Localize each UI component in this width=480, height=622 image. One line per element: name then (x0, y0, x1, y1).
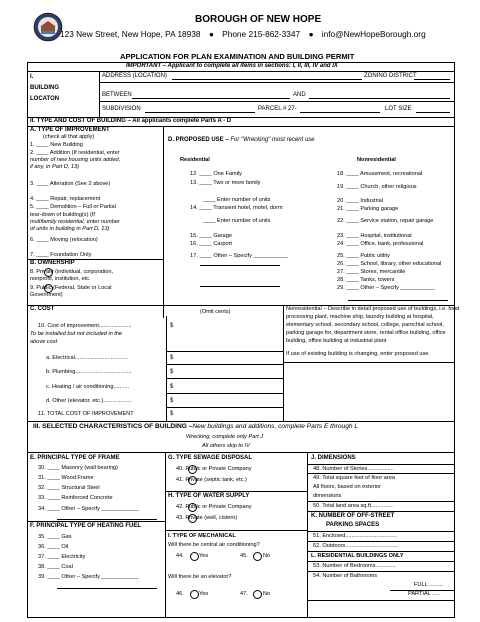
ac-question: Will there be central air conditioning? (168, 542, 260, 548)
section3-line3: All others skip to IV (202, 443, 250, 449)
cost-improvement-label: 10. Cost of improvement..................... (38, 323, 132, 329)
fuel-other-line[interactable] (57, 583, 157, 589)
use-item-17[interactable]: 17. ____ Other – Specify ___________ (190, 253, 288, 259)
parcel-label: PARCEL # 27- (258, 106, 297, 112)
cost-dollar-d: $ (170, 398, 174, 404)
sewage-private-radio[interactable] (188, 476, 197, 485)
partA-item-5d: of units in building in Part D, 13) (30, 226, 110, 232)
partB-item-8: 8. Private (individual, corporation, (30, 269, 114, 275)
cost-dollar-a: $ (170, 355, 174, 361)
use-item-27[interactable]: 27. ____ Stores, mercantile (337, 269, 406, 275)
section3-title-bold: III. SELECTED CHARACTERISTICS OF BUILDING – (33, 423, 193, 430)
between-label: BETWEEN (102, 92, 132, 98)
partB-item-8b: nonprofit, institution, etc. (30, 276, 91, 282)
cost-dollar-c: $ (170, 384, 174, 390)
partC-title: C. COST (30, 306, 55, 312)
partL-title: L. RESIDENTIAL BUILDINGS ONLY (311, 553, 404, 559)
use-item-24[interactable]: 24. ____ Office, bank, professional (337, 241, 424, 247)
omit-cents-note: (Omit cents) (200, 309, 231, 315)
ac-yes-radio[interactable] (190, 552, 199, 561)
ac-yes-label: Yes (199, 553, 209, 559)
cost-note-1: To be installed but not included in the (30, 331, 123, 337)
parking-item-51[interactable]: 51. Enclosed................................. (313, 533, 397, 539)
fuel-item-36[interactable]: 36. ____ Oil (38, 544, 69, 550)
dim-item-48[interactable]: 48. Number of Stories................. (313, 466, 394, 472)
and-field[interactable] (309, 93, 450, 99)
fuel-item-38[interactable]: 38. ____ Coal (38, 564, 73, 570)
dim-item-49b: All floors, based on exterior (313, 484, 381, 490)
address-label: ADDRESS (LOCATION) (102, 73, 167, 79)
partE-title: E. PRINCIPAL TYPE OF FRAME (30, 455, 120, 461)
partA-sub: (check all that apply) (43, 134, 95, 140)
important-note: IMPORTANT – Applicant to complete all items in sections: I, II, III, IV and IX (126, 63, 338, 69)
cost-note-2: above cost (30, 339, 58, 345)
partH-title: H. TYPE OF WATER SUPPLY (168, 493, 250, 499)
partA-item-1[interactable]: 1. ____ New Building (30, 142, 83, 148)
fuel-item-35[interactable]: 35. ____ Gas (38, 534, 72, 540)
and-label: AND (293, 92, 306, 98)
form-title: APPLICATION FOR PLAN EXAMINATION AND BUILDING PERMIT (120, 52, 355, 61)
partD-title-text: D. PROPOSED USE – (168, 137, 231, 143)
elevator-yes-label: Yes (199, 591, 209, 597)
use-item-13[interactable]: 13. ____ Two or more family (190, 180, 261, 186)
elevator-no-num: 47. (240, 591, 248, 597)
use-item-23[interactable]: 23. ____ Hospital, institutional (337, 233, 412, 239)
use-item-20[interactable]: 20. ____ Industrial (337, 198, 384, 204)
use-item-15[interactable]: 15. ____ Garage (190, 233, 232, 239)
nonres-other-line[interactable] (348, 295, 448, 301)
contact-line: 123 New Street, New Hope, PA 18938 ● Phone 215-862-3347 ● info@NewHopeBorough.org (60, 29, 426, 39)
sewage-item-41: 41. Private (septic tank, etc.) (176, 477, 247, 483)
address-field[interactable] (172, 74, 362, 80)
frame-other-line[interactable] (57, 514, 157, 520)
desc-line-3: elementary school, secondary school, college, parochial school, (286, 322, 444, 328)
partB-item-9: 9. Public (Federal, State or Local (30, 285, 112, 291)
elevator-yes-num: 46. (176, 591, 184, 597)
frame-item-34[interactable]: 34. ____ Other – Specify ____________ (38, 506, 139, 512)
partA-item-2c: if any, in Part D, 13) (30, 164, 80, 170)
use-item-21[interactable]: 21. ____ Parking garage (337, 206, 399, 212)
use-item-19[interactable]: 19. ____ Church, other religious (337, 184, 417, 190)
dim-item-49c: dimensions (313, 493, 342, 499)
between-field[interactable] (132, 93, 290, 99)
ac-no-radio[interactable] (253, 552, 262, 561)
use-item-26[interactable]: 26. ____ School, library, other educational (337, 261, 442, 267)
res-item-54: 54. Number of Bathrooms (313, 573, 378, 579)
total-cost-label: 11. TOTAL COST OF IMPROVEMENT (38, 411, 134, 417)
section3-line2: Wrecking, complete only Part J (186, 434, 264, 440)
frame-item-31[interactable]: 31. ____ Wood Frame (38, 475, 94, 481)
lot-size-field[interactable] (416, 107, 450, 113)
other-use-line-1[interactable] (200, 260, 280, 266)
email-text: info@NewHopeBorough.org (321, 29, 426, 39)
cost-plumbing-label: b. Plumbing.................................... (46, 369, 132, 375)
desc-line-2: processing plant, machine ship, laundry building at hospital, (286, 314, 434, 320)
frame-item-33[interactable]: 33. ____ Reinforced Concrete (38, 495, 113, 501)
sewage-item-40: 40. Public or Private Company (176, 466, 252, 472)
cost-electrical-label: a. Electrical.................................. (46, 355, 128, 361)
section1-number: I. (30, 74, 34, 80)
cost-dollar-10: $ (170, 323, 174, 329)
use-item-12[interactable]: 12. ____ One Family (190, 171, 242, 177)
partA-item-5c: multifamily residential, enter number (30, 219, 120, 225)
partK-title: K. NUMBER OF OFF-STREET (311, 513, 395, 519)
partA-item-5[interactable]: 5. ____ Demolition – Full or Partial (30, 204, 116, 210)
use-item-18[interactable]: 18. ____ Amusement, recreational (337, 171, 423, 177)
partD-title (168, 137, 315, 144)
use-item-14[interactable]: 14. ____ Transient hotel, motel, dorm (190, 205, 283, 211)
ac-no-label: No (263, 553, 271, 559)
fuel-item-39[interactable]: 39. ____ Other – Specify ____________ (38, 574, 139, 580)
fuel-item-37[interactable]: 37. ____ Electricity (38, 554, 86, 560)
partA-item-6[interactable]: 6. ____ Moving (relocation) (30, 237, 98, 243)
borough-seal-logo (33, 12, 63, 42)
partF-title: F. PRINCIPAL TYPE OF HEATING FUEL (30, 523, 142, 529)
section3-title-italic: New buildings and additions, complete Parts E through L (192, 423, 359, 430)
water-item-42: 42. Public or Private Company (176, 504, 252, 510)
subdivision-field[interactable] (145, 107, 255, 113)
section1-label: BUILDING (30, 85, 59, 91)
zoning-label: ZONING DISTRICT (364, 73, 417, 79)
phone-text: Phone 215-862-3347 (222, 29, 301, 39)
section1-label2: LOCATON (30, 96, 60, 102)
partA-item-5b: tear-down of building(s) (If (30, 212, 95, 218)
water-private-radio[interactable] (188, 514, 197, 523)
use-item-29[interactable]: 29. ____ Other – Specify ___________ (337, 285, 435, 291)
address-text: 123 New Street, New Hope, PA 18938 (60, 29, 201, 39)
frame-item-32[interactable]: 32. ____ Structural Steel (38, 485, 100, 491)
use-item-25[interactable]: 25. ____ Public utility (337, 253, 390, 259)
use-item-units1[interactable]: ____ Enter number of units (203, 197, 271, 203)
partA-title: A. TYPE OF IMPROVEMENT (30, 127, 110, 133)
use-desc-field[interactable] (283, 362, 455, 363)
zoning-field[interactable] (414, 74, 450, 80)
use-item-16[interactable]: 16. ____ Carport (190, 241, 232, 247)
elevator-yes-radio[interactable] (190, 590, 199, 599)
parking-item-52[interactable]: 52. Outdoors.................................. (313, 543, 399, 549)
page-title: BOROUGH OF NEW HOPE (195, 14, 322, 25)
water-item-43: 43. Private (well, cistern) (176, 515, 238, 521)
dim-item-49[interactable]: 49. Total square feet of floor area (313, 475, 395, 481)
section2-title: II. TYPE AND COST OF BUILDING – All applicants complete Parts A - D (30, 118, 232, 124)
ac-no-num: 45. (240, 553, 248, 559)
nonresidential-header: Nonresidential (357, 157, 396, 163)
parcel-field[interactable] (300, 107, 380, 113)
water-public-radio[interactable] (188, 503, 197, 512)
partD-title-note: For "Wrecking" most recent use (230, 137, 315, 143)
elevator-no-label: No (263, 591, 271, 597)
partA-item-3[interactable]: 3. ____ Alteration (See 2 above) (30, 181, 111, 187)
other-use-line-2[interactable] (200, 281, 280, 287)
partB-title: B. OWNERSHIP (30, 260, 75, 266)
partG-title: G. TYPE SEWAGE DISPOSAL (168, 455, 253, 461)
lot-size-label: LOT SIZE (385, 106, 412, 112)
elevator-no-radio[interactable] (253, 590, 262, 599)
partA-item-2[interactable]: 2. ____ Addition (If residential, enter (30, 150, 120, 156)
cost-dollar-b: $ (170, 369, 174, 375)
cost-hvac-label: c. Heating / air conditioning.......... (46, 384, 130, 390)
desc-line-6: If use of existing building is changing, enter proposed use. (286, 351, 430, 357)
cost-other-label: d. Other (elevator, etc.).................. (46, 398, 132, 404)
cost-dollar-11: $ (170, 411, 174, 417)
subdivision-label: SUBDIVISION (102, 106, 141, 112)
partK-title2: PARKING SPACES (326, 522, 380, 528)
frame-item-30[interactable]: 30. ____ Masonry (wall bearing) (38, 465, 118, 471)
desc-line-5: building, office building at industrial plant (286, 338, 387, 344)
use-item-units2[interactable]: ____ Enter number of units (203, 218, 271, 224)
partA-item-4[interactable]: 4. ____ Repair, replacement (30, 196, 101, 202)
section3-title (33, 423, 358, 430)
bath-partial[interactable]: PARTIAL ..... (408, 591, 440, 597)
use-item-28[interactable]: 28. ____ Tanks, towers (337, 277, 395, 283)
partA-item-7[interactable]: 7. ____ Foundation Only (30, 252, 92, 258)
desc-line-1: Nonresidential – Describe in detail proposed use of buildings, i.e. food (286, 306, 460, 312)
use-item-22[interactable]: 22. ____ Service station, repair garage (337, 218, 434, 224)
sewage-public-radio[interactable] (188, 465, 197, 474)
elevator-question: Will there be an elevator? (168, 574, 232, 580)
bath-full[interactable]: FULL ......... (414, 582, 444, 588)
desc-line-4: parking garage for, department store, rental office building, office (286, 330, 446, 336)
partJ-title: J. DIMENSIONS (311, 455, 356, 461)
partB-item-9b: Government) (30, 292, 63, 298)
ac-yes-num: 44. (176, 553, 184, 559)
res-item-53[interactable]: 53. Number of Bedrooms............. (313, 563, 396, 569)
partA-item-2b: number of new housing units added, (30, 157, 121, 163)
partI-title: I. TYPE OF MECHANICAL (168, 533, 236, 539)
residential-header: Residential (180, 157, 210, 163)
dim-item-50[interactable]: 50. Total land area sq.ft.............. (313, 503, 393, 509)
